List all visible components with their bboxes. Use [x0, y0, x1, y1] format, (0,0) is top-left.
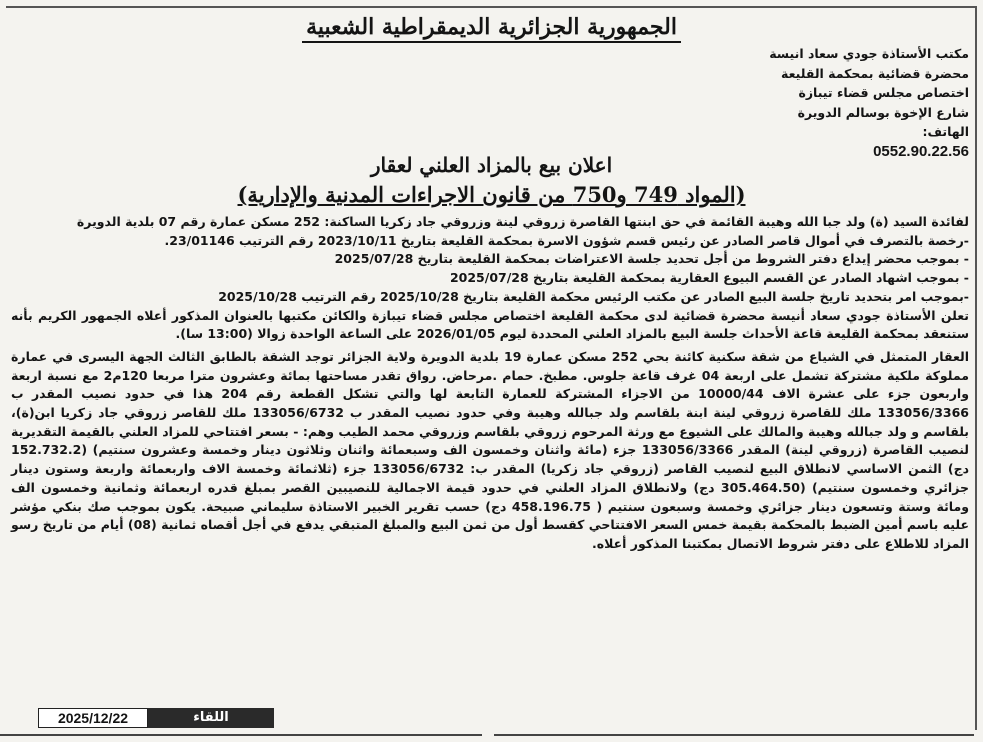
- bailiff-office-block: [609, 44, 969, 161]
- republic-title: الجمهورية الجزائرية الديمقراطية الشعبية: [302, 14, 681, 43]
- publication-footer: [38, 708, 274, 728]
- office-line: الهاتف:: [922, 124, 969, 139]
- office-line: اختصاص مجلس قضاء تيبازة: [798, 85, 969, 100]
- announcement-paragraph: تعلن الأستاذة جودي سعاد أنيسة محضرة قضائية لدى محكمة القليعة اختصاص مجلس قضاء تيبازة والكائن مكتبها بالعنوان المذكور أعلاه الجمهور الكريم بأنه ستنعقد بمحكمة القليعة قاعة الأحداث جلسة البيع بالمزاد العلني المحددة ليوم 2026/01/05 على الساعة الواحدة زوالا (13:00 سا).: [11, 307, 969, 342]
- newspaper-name: اللقاء: [148, 708, 274, 728]
- bottom-divider-right: [494, 734, 974, 736]
- notice-body: [11, 213, 969, 554]
- notice-subtitle: [0, 182, 983, 207]
- property-description: العقار المتمثل في الشياع من شقة سكنية كائنة بحي 252 مسكن عمارة 19 بلدية الدويرة ولاية الجزائر توجد الشقة بالطابق الثالث الجهة اليسرى في عمارة مملوكة ملكية مشتركة تشمل على اربعة 04 غرف قاعة جلوس. مطبخ. حمام .مرحاض. رواق تقدر مساحتها بمائة وعشرون مترا مربعا 120م2 مع نسبة اربعة واربعون جزء على عشرة الاف 10000/44 من الاجزاء المشتركة للعمارة التابعة لها والتي تشكل القطعة رقم 204 هذا في حدود نصيب المقدر ب 133056/3366 ملك للقاصرة زروقي لينة ابنة بلقاسم ولد جبالله وهيبة وفي حدود نصيب المقدر ب 133056/6732 ملك للقاصر زروقي جاد زكريا ابن(ة)، بلقاسم و ولد جبالله وهيبة والمالك على الشيوع مع ورثة المرحوم زروقي بلقاسم وزروقي محمد الطيب وهم: - بسعر افتتاحي للمزاد العلني بالقيمة التقديرية لنصيب القاصرة (زروقي لينة) المقدر 133056/3366 جزء (مائة واثنان وخمسون الف وسبعمائة واثنان وثلاثون دينار وخمسة وعشرون سنتيم) (152.732.2 دج) الثمن الاساسي لانطلاق البيع لنصيب القاصر (زروقي جاد زكريا) المقدر ب: 133056/6732 جزء (ثلاثمائة وخمسة الاف واربعمائة واربعة وستون دينار جزائري وخمسون سنتيم) (305.464.50 دج) ولانطلاق المزاد العلني في حدود قيمة الاجمالية للنصيبين القصر بمبلغ قدره اربعمائة وثمانية وخمسون الف ومائة وستة وتسعون دينار جزائري وخمسة وسبعون سنتيم ( 458.196.75 دج) حسب تقرير الخبير الاستاذة سليماني صبيحة. يكون بموجب صك بنكي مؤشر عليه باسم أمين الضبط بالمحكمة بقيمة خمس السعر الافتتاحي كقسط أول من ثمن البيع والمبلغ المتبقي يدفع في أجل أقصاه ثمانية (08) أيام من تاريخ رسو المزاد للاطلاع على دفتر شروط الاتصال بمكتبنا المذكور أعلاه.: [11, 348, 969, 551]
- beneficiary-paragraph: لفائدة السيد (ة) ولد جبا الله وهيبة القائمة في حق ابنتها القاصرة زروقي لينة وزروقي جاد زكريا الساكنة: 252 مسكن عمارة رقم 07 بلدية الدويرة: [76, 214, 969, 229]
- notice-title: اعلان بيع بالمزاد العلني لعقار: [370, 153, 613, 177]
- sale-order-item: -بموجب امر بتحديد تاريخ جلسة البيع الصادر عن مكتب الرئيس محكمة القليعة بتاريخ 2025/10/28 رقم الترتيب 2025/10/28: [218, 288, 969, 304]
- deposit-item: - بموجب محضر إيداع دفتر الشروط من أجل تحديد جلسة الاعتراضات بمحكمة القليعة بتاريخ 2025/07/28: [334, 251, 969, 267]
- authorization-item: -رخصة بالتصرف في أموال قاصر الصادر عن رئيس قسم شؤون الاسرة بمحكمة القليعة بتاريخ 2023/10/11 رقم الترتيب 23/01146.: [164, 232, 969, 248]
- office-line: محضرة قضائية بمحكمة القليعة: [781, 65, 969, 81]
- office-phone: 0552.90.22.56: [873, 142, 969, 160]
- office-line: شارع الإخوة بوسالم الدويرة: [797, 104, 969, 120]
- office-line: مكتب الأستاذة جودي سعاد انيسة: [769, 46, 969, 61]
- bottom-divider-left: [0, 734, 482, 736]
- publication-date: 2025/12/22: [38, 708, 148, 728]
- republic-heading: [0, 14, 983, 40]
- certificate-item: - بموجب اشهاد الصادر عن القسم البيوع العقارية بمحكمة القليعة بتاريخ 2025/07/28: [449, 270, 969, 286]
- legal-articles-reference: (المواد 749 و750 من قانون الاجراءات المدنية والإدارية): [237, 182, 746, 207]
